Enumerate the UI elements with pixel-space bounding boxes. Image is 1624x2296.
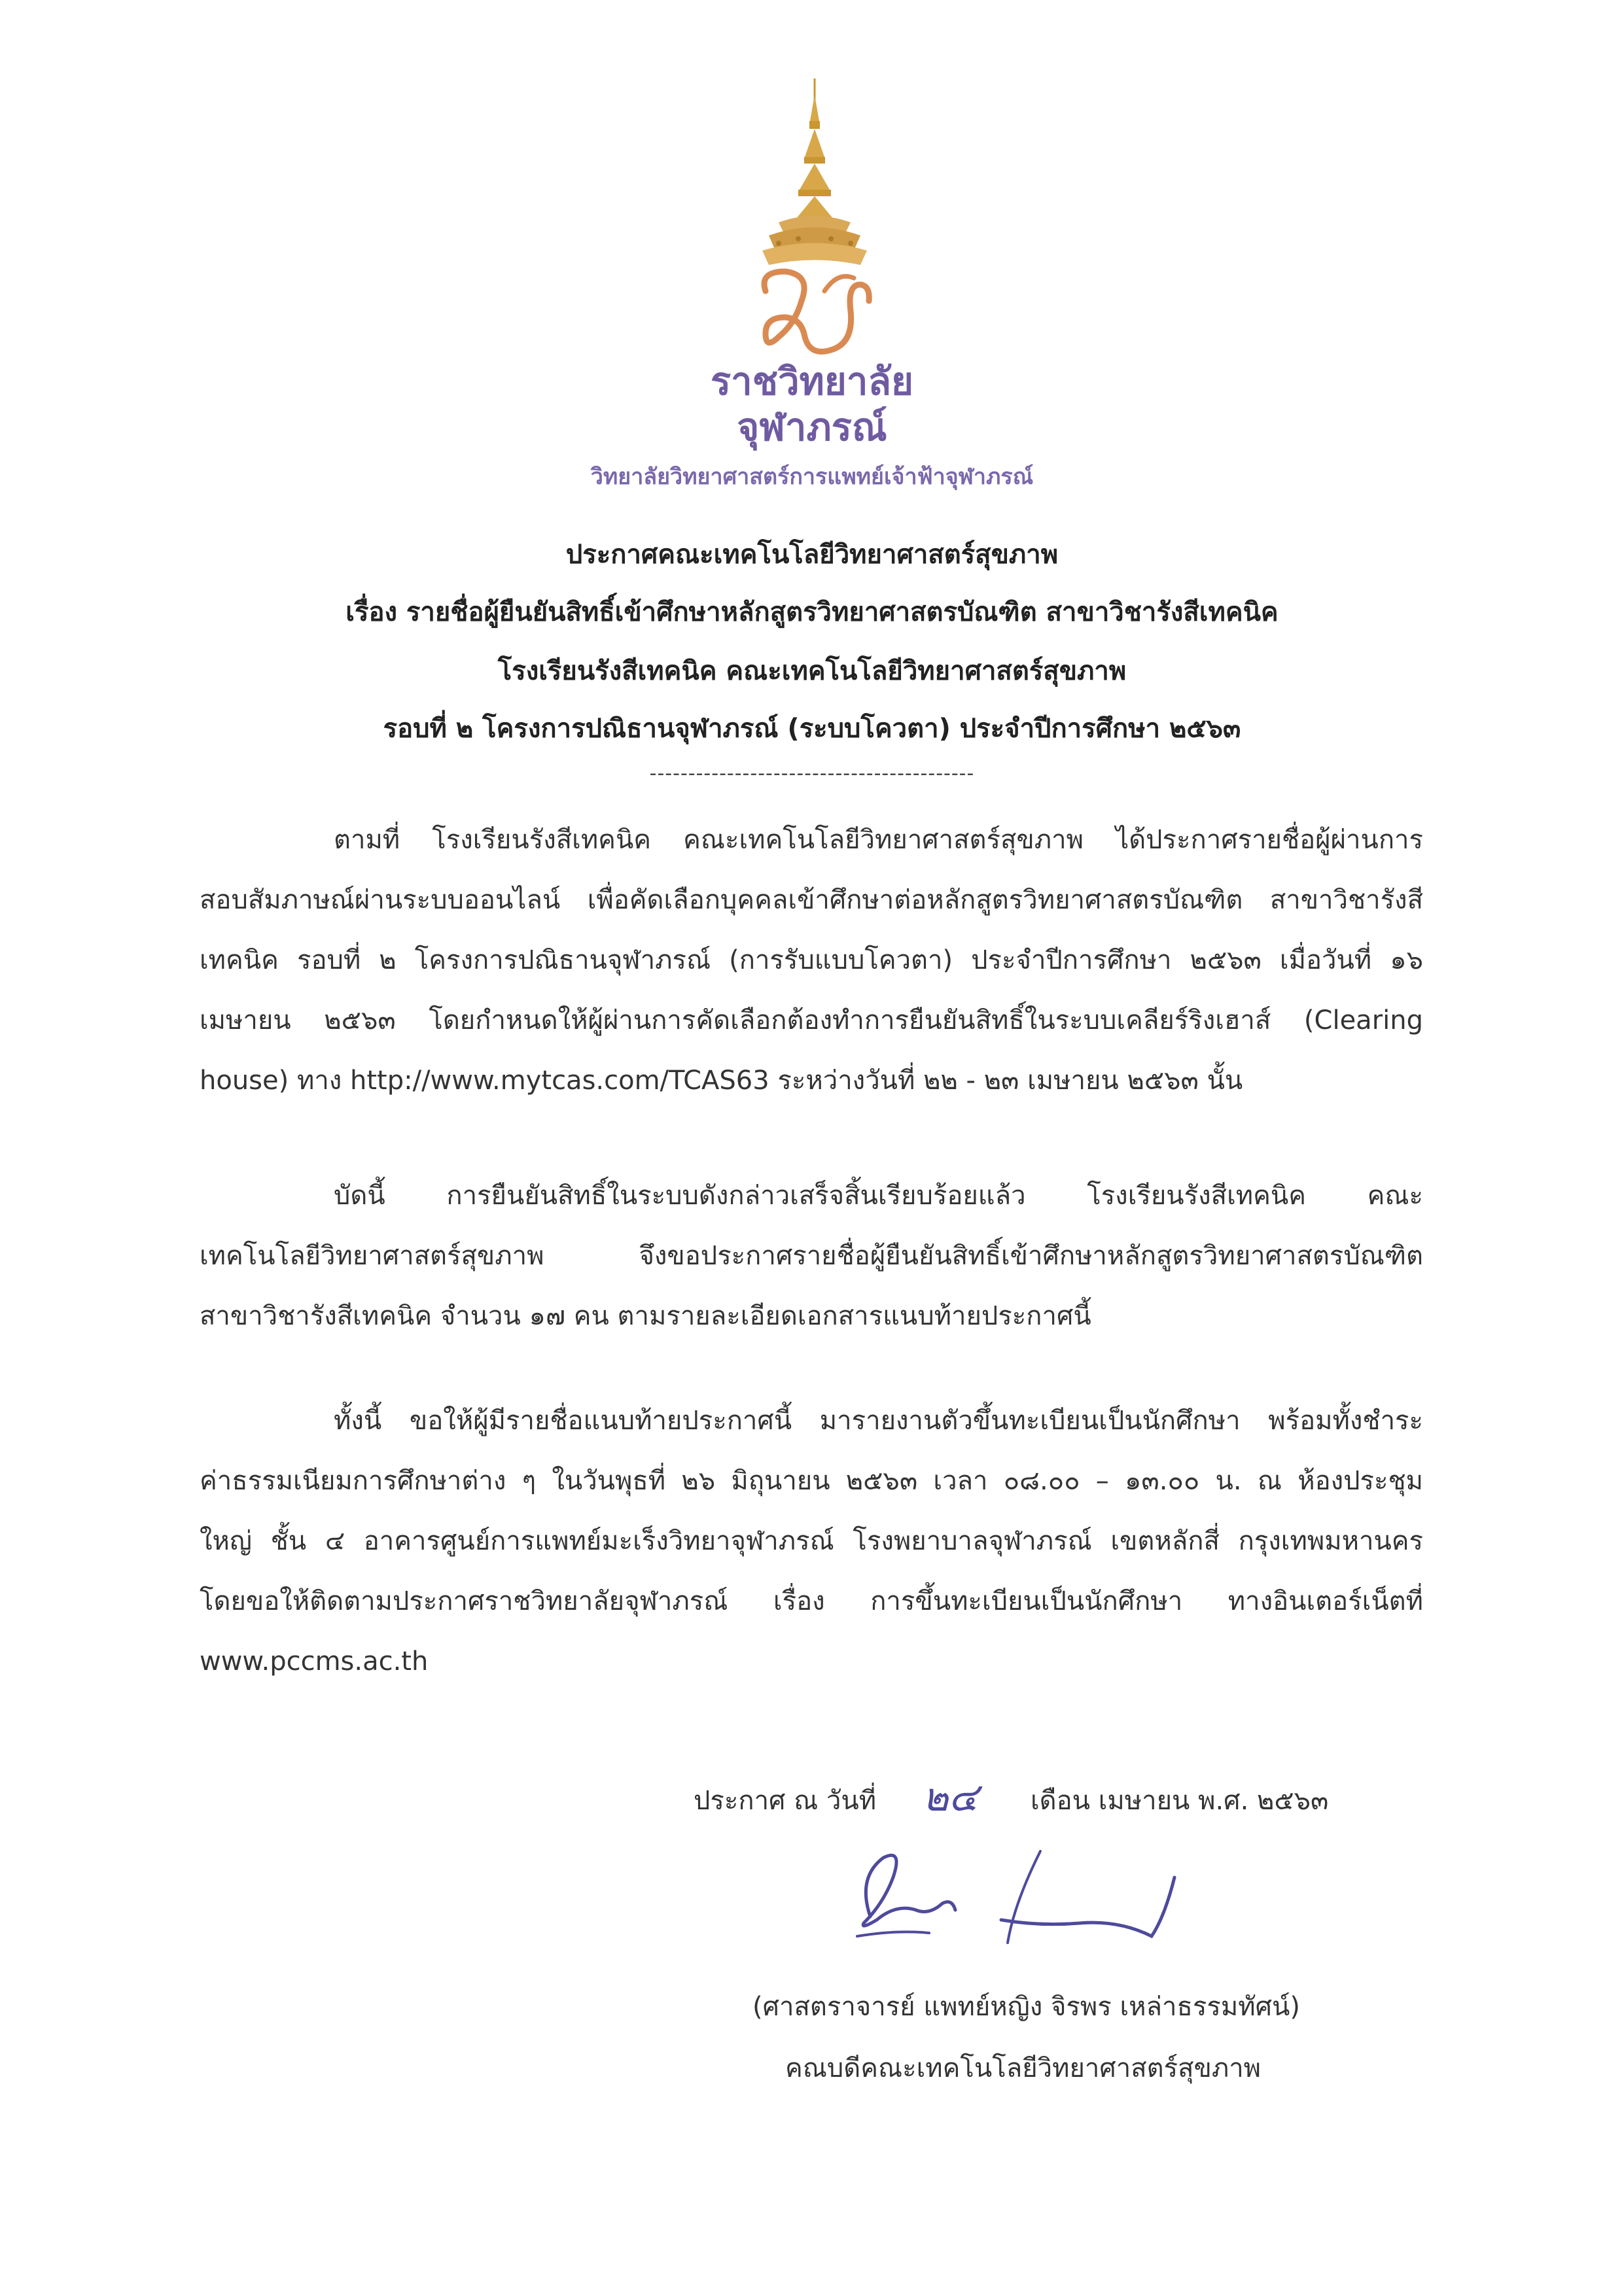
announcement-title-line2: เรื่อง รายชื่อผู้ยืนยันสิทธิ์เข้าศึกษาหลักสูตรวิทยาศาสตรบัณฑิต สาขาวิชารังสีเทคนิค bbox=[345, 597, 1279, 627]
institution-subtitle: วิทยาลัยวิทยาศาสตร์การแพทย์เจ้าฟ้าจุฬาภรณ์ bbox=[590, 464, 1034, 490]
paragraph2-line: สาขาวิชารังสีเทคนิค จำนวน ๑๗ คน ตามรายละเอียดเอกสารแนบท้ายประกาศนี้ bbox=[200, 1301, 1091, 1331]
paragraph2-line: เทคโนโลยีวิทยาศาสตร์สุขภาพ จึงขอประกาศรายชื่อผู้ยืนยันสิทธิ์เข้าศึกษาหลักสูตรวิทยาศาสตรบัณฑิต bbox=[200, 1241, 1423, 1271]
institution-name-line1: ราชวิทยาลัย bbox=[711, 359, 913, 404]
paragraph1-line: ตามที่ โรงเรียนรังสีเทคนิค คณะเทคโนโลยีวิทยาศาสตร์สุขภาพ ได้ประกาศรายชื่อผู้ผ่านการ bbox=[334, 825, 1423, 855]
paragraph3-line: ใหญ่ ชั้น ๔ อาคารศูนย์การแพทย์มะเร็งวิทยาจุฬาภรณ์ โรงพยาบาลจุฬาภรณ์ เขตหลักสี่ กรุงเทพมหานคร bbox=[200, 1526, 1423, 1556]
paragraph1-line: สอบสัมภาษณ์ผ่านระบบออนไลน์ เพื่อคัดเลือกบุคคลเข้าศึกษาต่อหลักสูตรวิทยาศาสตรบัณฑิต สาขาวิชารังสี bbox=[200, 885, 1423, 915]
paragraph3-line: ทั้งนี้ ขอให้ผู้มีรายชื่อแนบท้ายประกาศนี้ มารายงานตัวขึ้นทะเบียนเป็นนักศึกษา พร้อมทั้งชำระ bbox=[334, 1406, 1423, 1436]
royal-crest-logo bbox=[739, 75, 890, 370]
announcement-title-line3: โรงเรียนรังสีเทคนิค คณะเทคโนโลยีวิทยาศาสตร์สุขภาพ bbox=[497, 656, 1127, 686]
announce-month-year: เดือน เมษายน พ.ศ. ๒๕๖๓ bbox=[1031, 1786, 1329, 1816]
paragraph1-line: เมษายน ๒๕๖๓ โดยกำหนดให้ผู้ผ่านการคัดเลือกต้องทำการยืนยันสิทธิ์ในระบบเคลียร์ริงเฮาส์ (Clearing bbox=[200, 1005, 1423, 1035]
announce-date-prefix: ประกาศ ณ วันที่ bbox=[694, 1786, 877, 1816]
handwritten-day: ๒๔ bbox=[923, 1775, 978, 1820]
paragraph2-line: บัดนี้ การยืนยันสิทธิ์ในระบบดังกล่าวเสร็จสิ้นเรียบร้อยแล้ว โรงเรียนรังสีเทคนิค คณะ bbox=[334, 1181, 1423, 1211]
institution-name-line2: จุฬาภรณ์ bbox=[737, 405, 887, 449]
handwritten-signature bbox=[844, 1838, 1184, 1956]
paragraph1-line: house) ทาง http://www.mytcas.com/TCAS63 ระหว่างวันที่ ๒๒ - ๒๓ เมษายน ๒๕๖๓ นั้น bbox=[200, 1066, 1243, 1096]
paragraph3-line: ค่าธรรมเนียมการศึกษาต่าง ๆ ในวันพุธที่ ๒๖ มิถุนายน ๒๕๖๓ เวลา ๐๘.๐๐ – ๑๓.๐๐ น. ณ ห้องประชุม bbox=[200, 1466, 1423, 1496]
announcement-title-line1: ประกาศคณะเทคโนโลยีวิทยาศาสตร์สุขภาพ bbox=[565, 540, 1059, 570]
announcement-title-line4: รอบที่ ๒ โครงการปณิธานจุฬาภรณ์ (ระบบโควตา) ประจำปีการศึกษา ๒๕๖๓ bbox=[383, 714, 1241, 744]
signatory-name: (ศาสตราจารย์ แพทย์หญิง จิรพร เหล่าธรรมทัศน์) bbox=[752, 1992, 1300, 2022]
paragraph3-line: www.pccms.ac.th bbox=[200, 1646, 429, 1677]
title-divider: ------------------------------------------ bbox=[649, 762, 975, 785]
signatory-position: คณบดีคณะเทคโนโลยีวิทยาศาสตร์สุขภาพ bbox=[785, 2053, 1262, 2083]
paragraph1-line: เทคนิค รอบที่ ๒ โครงการปณิธานจุฬาภรณ์ (การรับแบบโควตา) ประจำปีการศึกษา ๒๕๖๓ เมื่อวันที่ ๑๖ bbox=[200, 945, 1423, 975]
paragraph3-line: โดยขอให้ติดตามประกาศราชวิทยาลัยจุฬาภรณ์ เรื่อง การขึ้นทะเบียนเป็นนักศึกษา ทางอินเตอร์เน็ตที่ bbox=[200, 1586, 1423, 1616]
